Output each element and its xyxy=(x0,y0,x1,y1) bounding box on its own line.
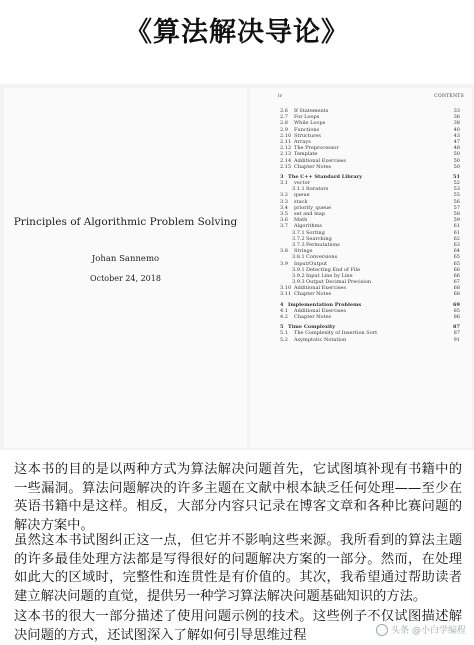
toc-entry-text: vector xyxy=(294,180,310,187)
toc-entry-text: Conversions xyxy=(306,254,338,261)
toc-entry-text: Time Complexity xyxy=(288,324,336,331)
toc-entry-page: 52 xyxy=(453,180,460,187)
toc-entry-text: The Complexity of Insertion Sort xyxy=(294,330,378,337)
toc-entry-page: 87 xyxy=(453,324,460,331)
paragraph-2: 虽然这本书试图纠正这一点，但它并不影响这些来源。我所看到的算法主题的许多最佳处理方法都是写得很好的问题解决方案的一部分。然而，在处理如此大的区域时，完整性和连贯性是有价值的。其次，我希望通过帮助读者建立解决问题的直觉，提供另一种学习算法解决问题基础知识的方法。 xyxy=(14,533,462,604)
toc-number: 3.2 xyxy=(280,192,288,199)
toc-number: 4.1 xyxy=(280,307,288,314)
toc-entry-text: Chapter Notes xyxy=(294,314,332,320)
toc-entry-text: Functions xyxy=(294,126,320,133)
toc-number: 3.7.2 xyxy=(292,235,305,242)
toc-entry-page: 87 xyxy=(453,330,460,337)
toc-entry-text: The Preprocessor xyxy=(294,145,339,152)
toc-entry-text: Sorting xyxy=(306,229,325,236)
toc-entry-text: Chapter Notes xyxy=(294,291,332,298)
toc-entry-page: 43 xyxy=(453,132,460,139)
toc-number: 2.12 xyxy=(280,145,292,152)
toc-entry-text: While Loops xyxy=(294,120,326,127)
toc-header xyxy=(278,94,464,102)
toc-entry-text: Iterators xyxy=(306,186,329,193)
toc-number: 5 xyxy=(280,324,284,331)
paragraph-3: 这本书的很大一部分描述了使用问题示例的技术。这些例子不仅试图描述解决问题的方式，还试图深入了解如何引导思维过程 xyxy=(14,609,462,643)
toc-header-label: CONTENTS xyxy=(434,94,464,99)
toc-number: 3.3 xyxy=(280,198,288,205)
toc-entry-page: 50 xyxy=(453,151,460,158)
toc-entry-page: 66 xyxy=(453,272,460,279)
toc-number: 2.7 xyxy=(280,114,288,121)
toc-entry-text: Output Decimal Precision xyxy=(306,279,372,286)
toc-number: 2.13 xyxy=(280,151,292,158)
toc-number: 3.9.3 xyxy=(292,279,305,286)
toc-entry-page: 65 xyxy=(453,260,460,267)
toc-number: 3.5 xyxy=(280,211,288,217)
book-author: Johan Sannemo xyxy=(91,254,160,264)
toc-number: 2.10 xyxy=(280,132,292,139)
toc-entry-text: Structures xyxy=(294,132,321,139)
book-preview-image xyxy=(0,84,474,450)
toc-entry-text: Searching xyxy=(306,235,332,242)
toc-number: 2.14 xyxy=(280,157,292,164)
toc-entry-page: 62 xyxy=(453,235,460,242)
toc-entry-text: Additional Exercises xyxy=(294,157,346,164)
toc-entry-text: set and map xyxy=(294,211,326,217)
toc-number: 2.8 xyxy=(280,120,288,127)
paragraph-1: 这本书的目的是以两种方式为算法解决问题首先，它试图填补现有书籍中的一些漏洞。算法问题解决的许多主题在文献中根本缺乏任何处理——至少在英语书籍中是这样。相反，大部分内容只记录在博客文章和各种比赛问题的解决方案中。 xyxy=(14,462,462,533)
toc-entry-page: 67 xyxy=(453,279,460,286)
toc-entry-page: 33 xyxy=(453,108,460,114)
toc-entry-text: Permutations xyxy=(306,241,340,248)
toc-entry-page: 63 xyxy=(453,241,460,248)
toc-number: 3.7 xyxy=(280,223,288,230)
toc-number: 3.9.2 xyxy=(292,272,305,279)
toc-entry-text: priority_queue xyxy=(294,204,332,211)
toc-entry-page: 40 xyxy=(453,126,460,133)
toc-entry-page: 69 xyxy=(453,301,460,308)
toc-number: 3.11 xyxy=(280,291,292,298)
toc-number: 3.1 xyxy=(280,180,288,187)
toc-entry-page: 85 xyxy=(453,307,460,314)
toc-entry-page: 61 xyxy=(453,223,460,230)
book-title-page xyxy=(4,88,247,448)
toc-entry-page: 65 xyxy=(453,254,460,261)
toc-entry-page: 53 xyxy=(453,186,460,193)
toc-number: 2.9 xyxy=(280,126,288,133)
toc-number: 3.7.1 xyxy=(292,229,305,236)
toc-entry-text: Implementation Problems xyxy=(288,301,362,308)
watermark xyxy=(376,623,466,636)
toc-number: 2.6 xyxy=(280,108,288,114)
toc-row xyxy=(280,291,460,297)
toc-page-number: iv xyxy=(278,94,282,99)
toc-row xyxy=(280,337,460,343)
toc-entry-page: 48 xyxy=(453,145,460,152)
toc-entry-text: Algorithms xyxy=(294,223,322,230)
toc-number: 3 xyxy=(280,173,284,180)
toc-entry-page: 50 xyxy=(453,163,460,170)
table-of-contents-page xyxy=(250,88,472,448)
toc-entry-page: 64 xyxy=(453,248,460,255)
toc-entry-page: 50 xyxy=(453,157,460,164)
toc-entry-text: Input Line by Line xyxy=(306,272,353,279)
toc-entry-text: Math xyxy=(294,217,308,224)
toc-entry-page: 58 xyxy=(453,211,460,217)
toc-number: 3.9.1 xyxy=(292,266,305,273)
toc-row xyxy=(280,164,460,170)
toc-entry-text: Additional Exercises xyxy=(294,285,346,292)
book-title: Principles of Algorithmic Problem Solving xyxy=(13,216,238,228)
toc-entry-page: 55 xyxy=(453,192,460,199)
watermark-text: 头条 @小白学编程 xyxy=(391,626,466,636)
toc-entry-text: Asymptotic Notation xyxy=(294,336,347,343)
toc-entry-text: Input/Output xyxy=(294,260,328,267)
book-date: October 24, 2018 xyxy=(90,274,161,283)
toc-entry-page: 57 xyxy=(453,204,460,211)
toc-entry-text: Detecting End of File xyxy=(306,266,361,273)
toc-entry-text: For Loops xyxy=(294,114,320,121)
toc-number: 2.15 xyxy=(280,163,292,170)
toc-number: 2.11 xyxy=(280,138,292,145)
toc-number: 3.1.1 xyxy=(292,186,305,193)
toc-number: 4 xyxy=(280,301,284,308)
toc-entry-text: Chapter Notes xyxy=(294,163,332,170)
toc-entry-page: 68 xyxy=(453,285,460,292)
toc-entry-text: The C++ Standard Library xyxy=(288,173,363,180)
toc-number: 3.8 xyxy=(280,248,288,255)
toc-list xyxy=(280,108,460,343)
toc-entry-text: If Statements xyxy=(294,108,329,114)
watermark-logo-icon xyxy=(376,624,388,636)
toc-row xyxy=(280,314,460,320)
toc-entry-page: 61 xyxy=(453,229,460,236)
toc-number: 3.7.3 xyxy=(292,241,305,248)
toc-entry-text: queue xyxy=(294,192,310,199)
toc-entry-text: Template xyxy=(294,151,318,158)
page-title: 《算法解决导论》 xyxy=(125,17,349,48)
toc-entry-text: Additional Exercises xyxy=(294,307,346,314)
toc-entry-page: 66 xyxy=(453,266,460,273)
toc-number: 3.9 xyxy=(280,260,288,267)
toc-number: 3.10 xyxy=(280,285,292,292)
toc-entry-page: 38 xyxy=(453,120,460,127)
toc-entry-text: stack xyxy=(294,198,308,205)
toc-entry-page: 91 xyxy=(453,336,460,343)
toc-entry-text: Arrays xyxy=(294,138,311,145)
toc-entry-page: 86 xyxy=(453,314,460,320)
toc-entry-page: 36 xyxy=(453,114,460,121)
toc-entry-page: 59 xyxy=(453,217,460,224)
toc-entry-page: 51 xyxy=(453,173,460,180)
toc-entry-page: 68 xyxy=(453,291,460,298)
toc-entry-page: 56 xyxy=(453,198,460,205)
toc-number: 3.8.1 xyxy=(292,254,305,261)
toc-entry-page: 47 xyxy=(453,138,460,145)
toc-number: 4.2 xyxy=(280,314,288,320)
toc-number: 3.4 xyxy=(280,204,288,211)
toc-entry-text: Strings xyxy=(294,248,313,255)
toc-number: 3.6 xyxy=(280,217,288,224)
toc-number: 5.1 xyxy=(280,330,288,337)
toc-number: 5.2 xyxy=(280,336,288,343)
